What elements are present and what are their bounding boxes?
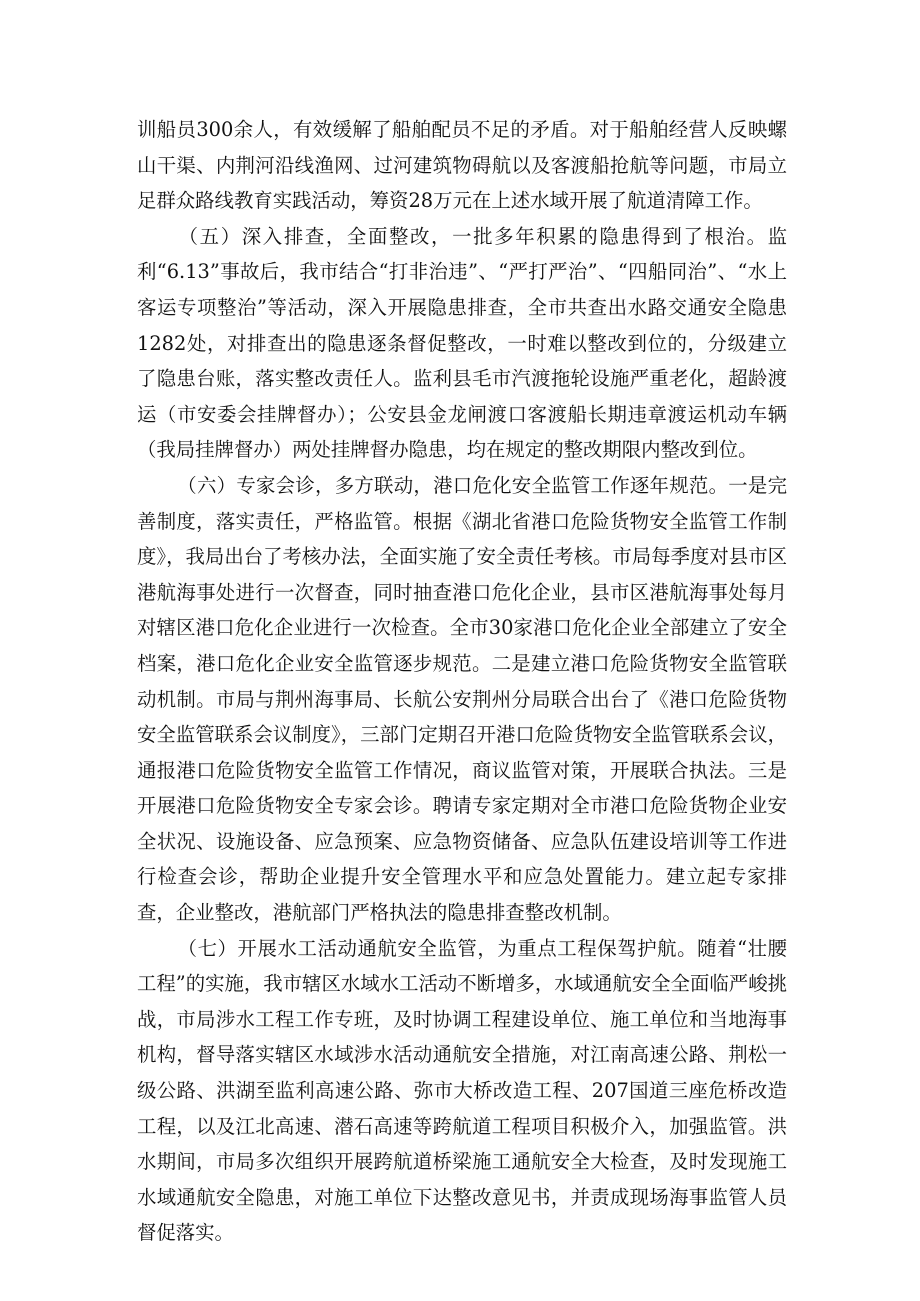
paragraph-section-7 [137, 931, 787, 1251]
paragraph-section-6 [137, 468, 787, 931]
paragraph-text: （五）深入排查，全面整改，一批多年积累的隐患得到了根治。监利“6.13”事故后，我市结合“打非治违”、“严打严治”、“四船同治”、“水上客运专项整治”等活动，深入开展隐患排查，全市共查出水路交通安全隐患1282处，对排查出的隐患逐条督促整改，一时难以整改到位的，分级建立了隐患台账，落实整改责任人。监利县毛市汽渡拖轮设施严重老化，超龄渡运（市安委会挂牌督办）；公安县金龙闸渡口客渡船长期违章渡运机动车辆（我局挂牌督办）两处挂牌督办隐患，均在规定的整改期限内整改到位。 [137, 224, 787, 462]
paragraph-text: （七）开展水工活动通航安全监管，为重点工程保驾护航。随着“壮腰工程”的实施，我市辖区水域水工活动不断增多，水域通航安全全面临严峻挑战，市局涉水工程工作专班，及时协调工程建设单位、施工单位和当地海事机构，督导落实辖区水域涉水活动通航安全措施，对江南高速公路、荆松一级公路、洪湖至监利高速公路、弥市大桥改造工程、207国道三座危桥改造工程，以及江北高速、潜石高速等跨航道工程项目积极介入，加强监管。洪水期间，市局多次组织开展跨航道桥梁施工通航安全大检查，及时发现施工水域通航安全隐患，对施工单位下达整改意见书，并责成现场海事监管人员督促落实。 [137, 936, 787, 1245]
paragraph-text: （六）专家会诊，多方联动，港口危化安全监管工作逐年规范。一是完善制度，落实责任，严格监管。根据《湖北省港口危险货物安全监管工作制度》，我局出台了考核办法，全面实施了安全责任考核。市局每季度对县市区港航海事处进行一次督查，同时抽查港口危化企业，县市区港航海事处每月对辖区港口危化企业进行一次检查。全市30家港口危化企业全部建立了安全档案，港口危化企业安全监管逐步规范。二是建立港口危险货物安全监管联动机制。市局与荆州海事局、长航公安荆州分局联合出台了《港口危险货物安全监管联系会议制度》，三部门定期召开港口危险货物安全监管联系会议，通报港口危险货物安全监管工作情况，商议监管对策，开展联合执法。三是开展港口危险货物安全专家会诊。聘请专家定期对全市港口危险货物企业安全状况、设施设备、应急预案、应急物资储备、应急队伍建设培训等工作进行检查会诊，帮助企业提升安全管理水平和应急处置能力。建立起专家排查，企业整改，港航部门严格执法的隐患排查整改机制。 [137, 473, 787, 925]
document-body [137, 112, 787, 1251]
paragraph-continuation [137, 112, 787, 219]
paragraph-section-5 [137, 219, 787, 468]
paragraph-text: 训船员300余人，有效缓解了船舶配员不足的矛盾。对于船舶经营人反映螺山干渠、内荆河沿线渔网、过河建筑物碍航以及客渡船抢航等问题，市局立足群众路线教育实践活动，筹资28万元在上述水域开展了航道清障工作。 [137, 118, 787, 213]
